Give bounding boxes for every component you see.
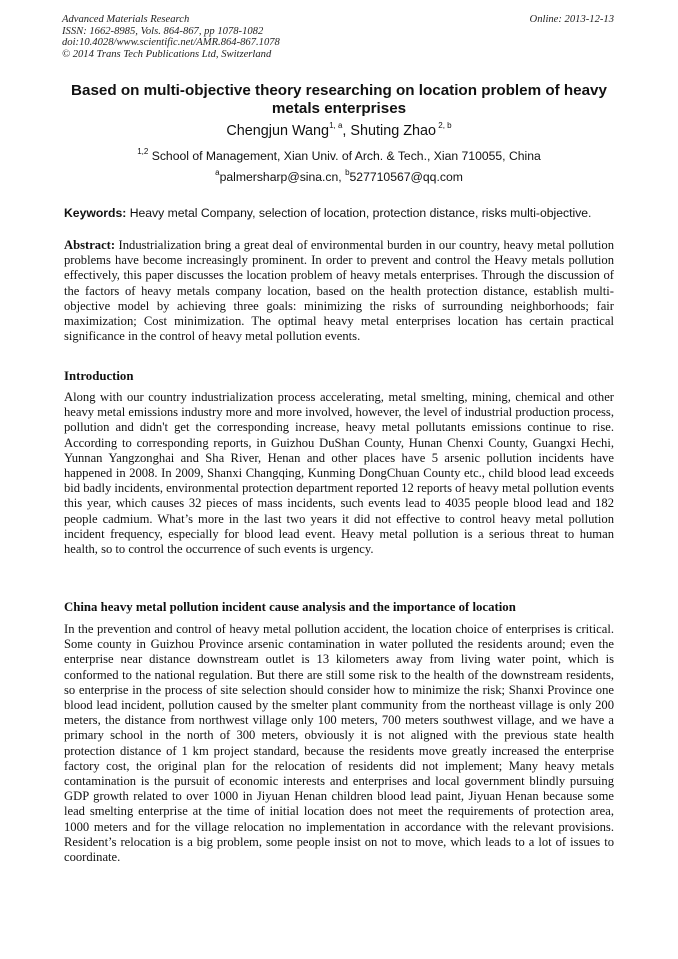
affiliation-mark: 1,2 [137, 146, 149, 156]
journal-header [62, 14, 280, 60]
abstract-label: Abstract: [64, 238, 116, 252]
author-name: Chengjun Wang [226, 123, 330, 139]
author-name: Shuting Zhao [350, 123, 437, 139]
email-line [60, 169, 618, 185]
abstract [64, 238, 614, 344]
email-mark: a [215, 167, 220, 177]
section-paragraph: In the prevention and control of heavy metal pollution accident, the location choice of enterprises is critical. Some county in Guizhou Province arsenic contamination in water polluted the residents around; even the enterprise near distance downstream outlet is 13 kilometers away from living water point, which is conformed to the national regulation. But there are still some risk to the health of the downstream residents, so enterprise in the process of site selection should consider how to minimize the risk; Shanxi Province one blood lead incident, pollution caused by the smelter plant community from the northeast village is only 200 meters, the distance from northwest village only 100 meters, 700 meters southwest village, and we have a primary school in the north of 300 meters, obviously it is not aligned with the previous state health protection distance of 1 km project standard, because the residents move greatly increased the enterprise factory cost, the original plan for the relocation of residents did not implement; Many heavy metals contamination is the pursuit of economic interests and enterprises and local government blindly pursuing GDP growth related to over 1000 in Jiyuan Henan children blood lead paint, Jiyuan Henan because some lead smelting enterprise at the time of initial location does not meet the requirements of protection area, 1000 meters and for the village relocation no implementation in accordance with the relevant provisions. Resident’s relocation is a big problem, some people insist on not to move, which leads to a lot of issues to coordinate. [64, 622, 614, 865]
keywords-text: Heavy metal Company, selection of location, protection distance, risks multi-objective. [126, 206, 592, 220]
email-link[interactable]: 527710567@qq.com [349, 170, 463, 184]
author-affiliation-mark: 2, b [436, 121, 452, 131]
online-date: Online: 2013-12-13 [529, 14, 614, 25]
journal-name: Advanced Materials Research [62, 14, 190, 25]
doi-line[interactable]: doi:10.4028/www.scientific.net/AMR.864-867.1078 [62, 37, 280, 49]
keywords [64, 205, 624, 221]
author-separator: , [342, 123, 351, 139]
abstract-text: Industrialization bring a great deal of environmental burden in our country, heavy metal pollution problems have become increasingly prominent. In order to prevent and control the Heavy metals pollution effectively, this paper discusses the location problem of heavy metals enterprises. Through the discussion of the factors of heavy metals company location, based on the health protection distance, establish multi-objective model by achieving three goals: minimizing the risks of surrounding neighborhoods; fair maximization; Cost minimization. The optimal heavy metal enterprises location has certain practical significance in the control of heavy metal pollution events. [64, 238, 614, 344]
email-link[interactable]: palmersharp@sina.cn, [219, 170, 346, 184]
section-heading: Introduction [64, 369, 134, 383]
keywords-label: Keywords: [64, 206, 127, 220]
email-mark: b [345, 167, 350, 177]
section-heading: China heavy metal pollution incident cause analysis and the importance of location [64, 600, 516, 614]
copyright-line: © 2014 Trans Tech Publications Ltd, Switzerland [62, 48, 272, 60]
paper-title: Based on multi-objective theory researching on location problem of heavy metals enterprises [71, 82, 607, 117]
author-line [60, 122, 618, 140]
section-paragraph: Along with our country industrialization process accelerating, metal smelting, mining, chemical and other heavy metal emissions industry more and more involved, however, the level of industrial production process, pollution and didn't get the corresponding increase, heavy metal pollutants emissions continue to rise. According to corresponding reports, in Guizhou DuShan County, Hunan Chenxi County, Guangxi Hechi, Yunnan Yangzonghai and Sha River, Henan and other places have 5 arsenic pollution incidents have happened in 2008. In 2009, Shanxi Changqing, Kunming DongChuan County etc., child blood lead exceeds bid badly incidents, environmental protection department reported 12 reports of heavy metal pollution events this year, which causes 32 pieces of mass incidents, such events lead to 4035 people blood lead and 182 people cadmium. What’s more in the last two years it did not effective to control heavy metal pollution incident frequency, especially for blood lead event. Heavy metal pollution is a serious threat to human health, so to control the occurrence of such events is urgency. [64, 390, 614, 557]
affiliation-text: School of Management, Xian Univ. of Arch. & Tech., Xian 710055, China [148, 149, 541, 163]
affiliation [60, 148, 618, 164]
author-affiliation-mark: 1, a [329, 121, 343, 131]
issn-line: ISSN: 1662-8985, Vols. 864-867, pp 1078-1082 [62, 25, 264, 37]
